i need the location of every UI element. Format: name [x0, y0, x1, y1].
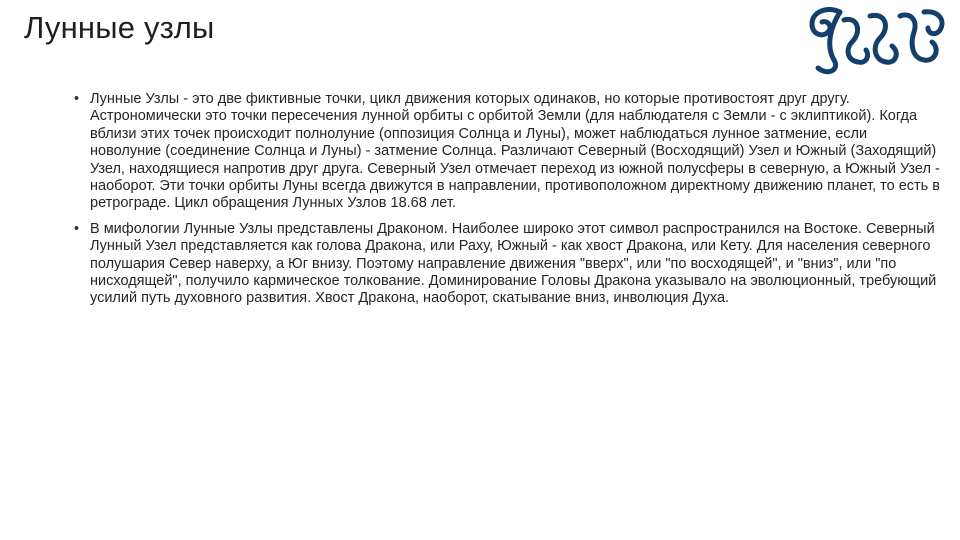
bullet-icon: • — [74, 91, 80, 107]
bullet-icon: • — [74, 220, 80, 237]
bullet-text: Лунные Узлы - это две фиктивные точки, цикл движения которых одинаков, но которые противостоят друг другу. Астрономически это точки пересечения лунной орбиты с орбитой Земли (для наблюдателя с Земли - с эклиптикой). Когда вблизи этих точек происходит полнолуние (оппозиция Солнца и Луны), может наблюдаться лунное затмение, если новолуние (соединение Солнца и Луны) - затмение Солнца. Различают Северный (Восходящий) Узел и Южный (Заходящий) Узел, находящиеся напротив друг друга. Северный Узел отмечает переход из южной полусферы в северную, а Южный Узел - наоборот. Эти точки орбиты Луны всегда движутся в направлении, противоположном директному движению планет, то есть в ретрограде. Цикл обращения Лунных Узлов 18.68 лет. — [90, 91, 940, 212]
list-item — [74, 221, 940, 308]
bullet-text: В мифологии Лунные Узлы представлены Драконом. Наиболее широко этот символ распространился на Востоке. Северный Лунный Узел представляется как голова Дракона, или Раху, Южный - как хвост Дракона, или Кету. Для населения северного полушария Север наверху, а Юг внизу. Поэтому направление движения "вверх", или "по восходящей", и "вниз", или "по нисходящей", получило кармическое толкование. Доминирование Головы Дракона указывало на эволюционный, требующий усилий путь духовного развития. Хвост Дракона, наоборот, скатывание вниз, инволюция Духа. — [90, 220, 937, 307]
list-item — [74, 91, 940, 213]
page-title: Лунные узлы — [24, 10, 215, 45]
ornamental-glyph-logo-icon — [800, 2, 946, 78]
bullet-list — [74, 91, 940, 316]
